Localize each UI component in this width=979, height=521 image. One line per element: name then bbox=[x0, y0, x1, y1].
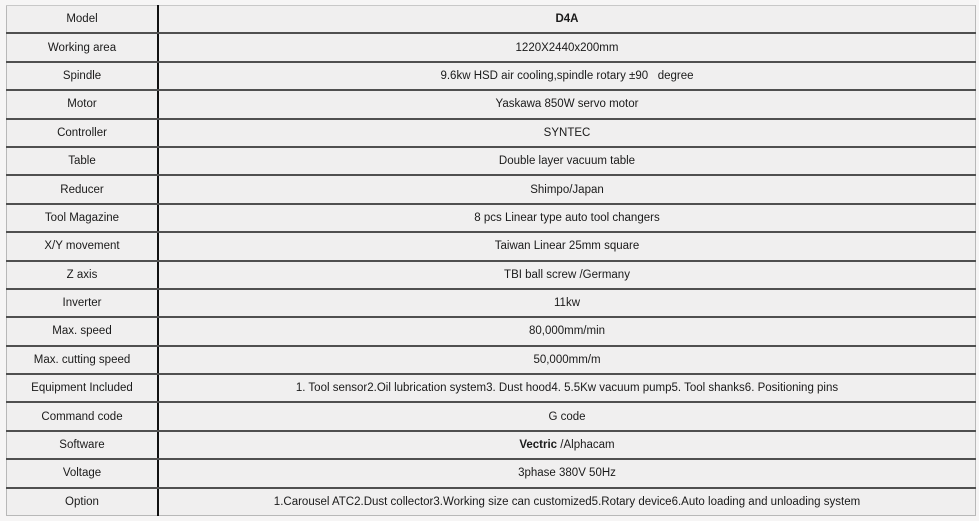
row-label: Reducer bbox=[7, 175, 159, 203]
row-value: G code bbox=[158, 402, 976, 430]
row-label: Command code bbox=[7, 402, 159, 430]
table-row-inverter bbox=[7, 289, 976, 317]
row-label: Software bbox=[7, 431, 159, 459]
table-row-table bbox=[7, 147, 976, 175]
row-value: 80,000mm/min bbox=[158, 317, 976, 345]
software-primary: Vectric bbox=[519, 439, 558, 452]
row-label: Motor bbox=[7, 90, 159, 118]
row-label: Max. cutting speed bbox=[7, 346, 159, 374]
row-value: 1.Carousel ATC2.Dust collector3.Working size can customized5.Rotary device6.Auto loading and unloading system bbox=[158, 488, 976, 516]
row-value: 3phase 380V 50Hz bbox=[158, 459, 976, 487]
row-label: Inverter bbox=[7, 289, 159, 317]
table-row-working-area bbox=[7, 33, 976, 61]
row-value: 1. Tool sensor2.Oil lubrication system3. Dust hood4. 5.5Kw vacuum pump5. Tool shanks6. Positioning pins bbox=[158, 374, 976, 402]
row-value bbox=[158, 431, 976, 459]
row-value: D4A bbox=[158, 6, 976, 34]
row-label: Voltage bbox=[7, 459, 159, 487]
row-value: SYNTEC bbox=[158, 119, 976, 147]
table-row-max-speed bbox=[7, 317, 976, 345]
table-row-tool-magazine bbox=[7, 204, 976, 232]
row-value: 50,000mm/m bbox=[158, 346, 976, 374]
software-secondary: /Alphacam bbox=[557, 439, 615, 452]
row-value: Shimpo/Japan bbox=[158, 175, 976, 203]
row-label: Tool Magazine bbox=[7, 204, 159, 232]
row-label: Model bbox=[7, 6, 159, 34]
table-row-motor bbox=[7, 90, 976, 118]
table-row-command-code bbox=[7, 402, 976, 430]
spec-table bbox=[6, 5, 976, 516]
row-label: Max. speed bbox=[7, 317, 159, 345]
row-label: Spindle bbox=[7, 62, 159, 90]
row-value: Double layer vacuum table bbox=[158, 147, 976, 175]
row-value: 8 pcs Linear type auto tool changers bbox=[158, 204, 976, 232]
table-row-z-axis bbox=[7, 261, 976, 289]
row-label: Working area bbox=[7, 33, 159, 61]
row-label: Z axis bbox=[7, 261, 159, 289]
table-row-voltage bbox=[7, 459, 976, 487]
row-label: Option bbox=[7, 488, 159, 516]
table-row-spindle bbox=[7, 62, 976, 90]
row-value: TBI ball screw /Germany bbox=[158, 261, 976, 289]
table-row-model bbox=[7, 6, 976, 34]
row-label: Equipment Included bbox=[7, 374, 159, 402]
table-row-equipment-included bbox=[7, 374, 976, 402]
table-row-xy-movement bbox=[7, 232, 976, 260]
table-row-software bbox=[7, 431, 976, 459]
table-row-reducer bbox=[7, 175, 976, 203]
row-label: X/Y movement bbox=[7, 232, 159, 260]
row-value: Taiwan Linear 25mm square bbox=[158, 232, 976, 260]
table-row-controller bbox=[7, 119, 976, 147]
row-label: Table bbox=[7, 147, 159, 175]
row-value: Yaskawa 850W servo motor bbox=[158, 90, 976, 118]
row-value: 9.6kw HSD air cooling,spindle rotary ±90 degree bbox=[158, 62, 976, 90]
row-value: 11kw bbox=[158, 289, 976, 317]
table-row-option bbox=[7, 488, 976, 516]
table-row-max-cutting-speed bbox=[7, 346, 976, 374]
row-value: 1220X2440x200mm bbox=[158, 33, 976, 61]
row-label: Controller bbox=[7, 119, 159, 147]
